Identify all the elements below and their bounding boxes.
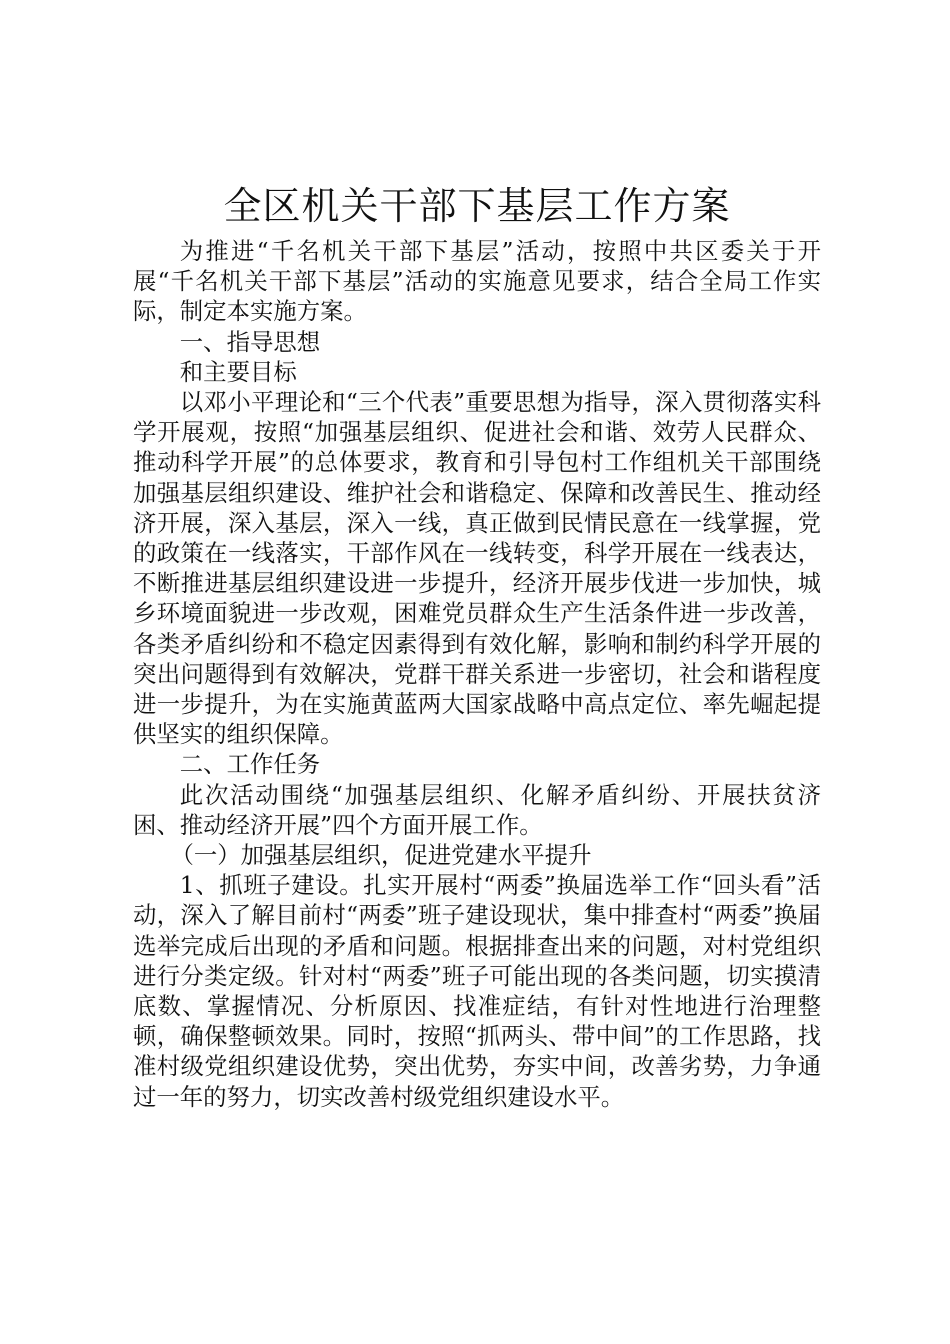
section2-heading: 二、工作任务	[179, 750, 321, 779]
document-title: 全区机关干部下基层工作方案	[223, 184, 731, 228]
section1-heading-line1: 一、指导思想	[179, 327, 321, 356]
intro-paragraph: 为推进“千名机关干部下基层”活动，按照中共区委关于开展“千名机关干部下基层”活动的实施意见要求，结合全局工作实际，制定本实施方案。	[133, 237, 821, 326]
section1-body-paragraph: 以邓小平理论和“三个代表”重要思想为指导，深入贯彻落实科学开展观，按照“加强基层组织、促进社会和谐、效劳人民群众、推动科学开展”的总体要求，教育和引导包村工作组机关干部围绕加强基层组织建设、维护社会和谐稳定、保障和改善民生、推动经济开展，深入基层，深入一线，真正做到民情民意在一线掌握，党的政策在一线落实，干部作风在一线转变，科学开展在一线表达，不断推进基层组织建设进一步提升，经济开展步伐进一步加快，城乡环境面貌进一步改观，困难党员群众生产生活条件进一步改善，各类矛盾纠纷和不稳定因素得到有效化解，影响和制约科学开展的突出问题得到有效解决，党群干群关系进一步密切，社会和谐程度进一步提升，为在实施黄蓝两大国家战略中高点定位、率先崛起提供坚实的组织保障。	[133, 388, 821, 749]
section1-heading-line2: 和主要目标	[179, 357, 297, 386]
subsection1-heading: （一）加强基层组织，促进党建水平提升	[170, 841, 592, 870]
document-body	[133, 178, 821, 1112]
item1-paragraph: 1、抓班子建设。扎实开展村“两委”换届选举工作“回头看”活动，深入了解目前村“两委”班子建设现状，集中排查村“两委”换届选举完成后出现的矛盾和问题。根据排查出来的问题，对村党组织进行分类定级。针对村“两委”班子可能出现的各类问题，切实摸清底数、掌握情况、分析原因、找准症结，有针对性地进行治理整顿，确保整顿效果。同时，按照“抓两头、带中间”的工作思路，找准村级党组织建设优势，突出优势，夯实中间，改善劣势，力争通过一年的努力，切实改善村级党组织建设水平。	[133, 871, 821, 1111]
section2-body-paragraph: 此次活动围绕“加强基层组织、化解矛盾纠纷、开展扶贫济困、推动经济开展”四个方面开展工作。	[133, 780, 821, 839]
